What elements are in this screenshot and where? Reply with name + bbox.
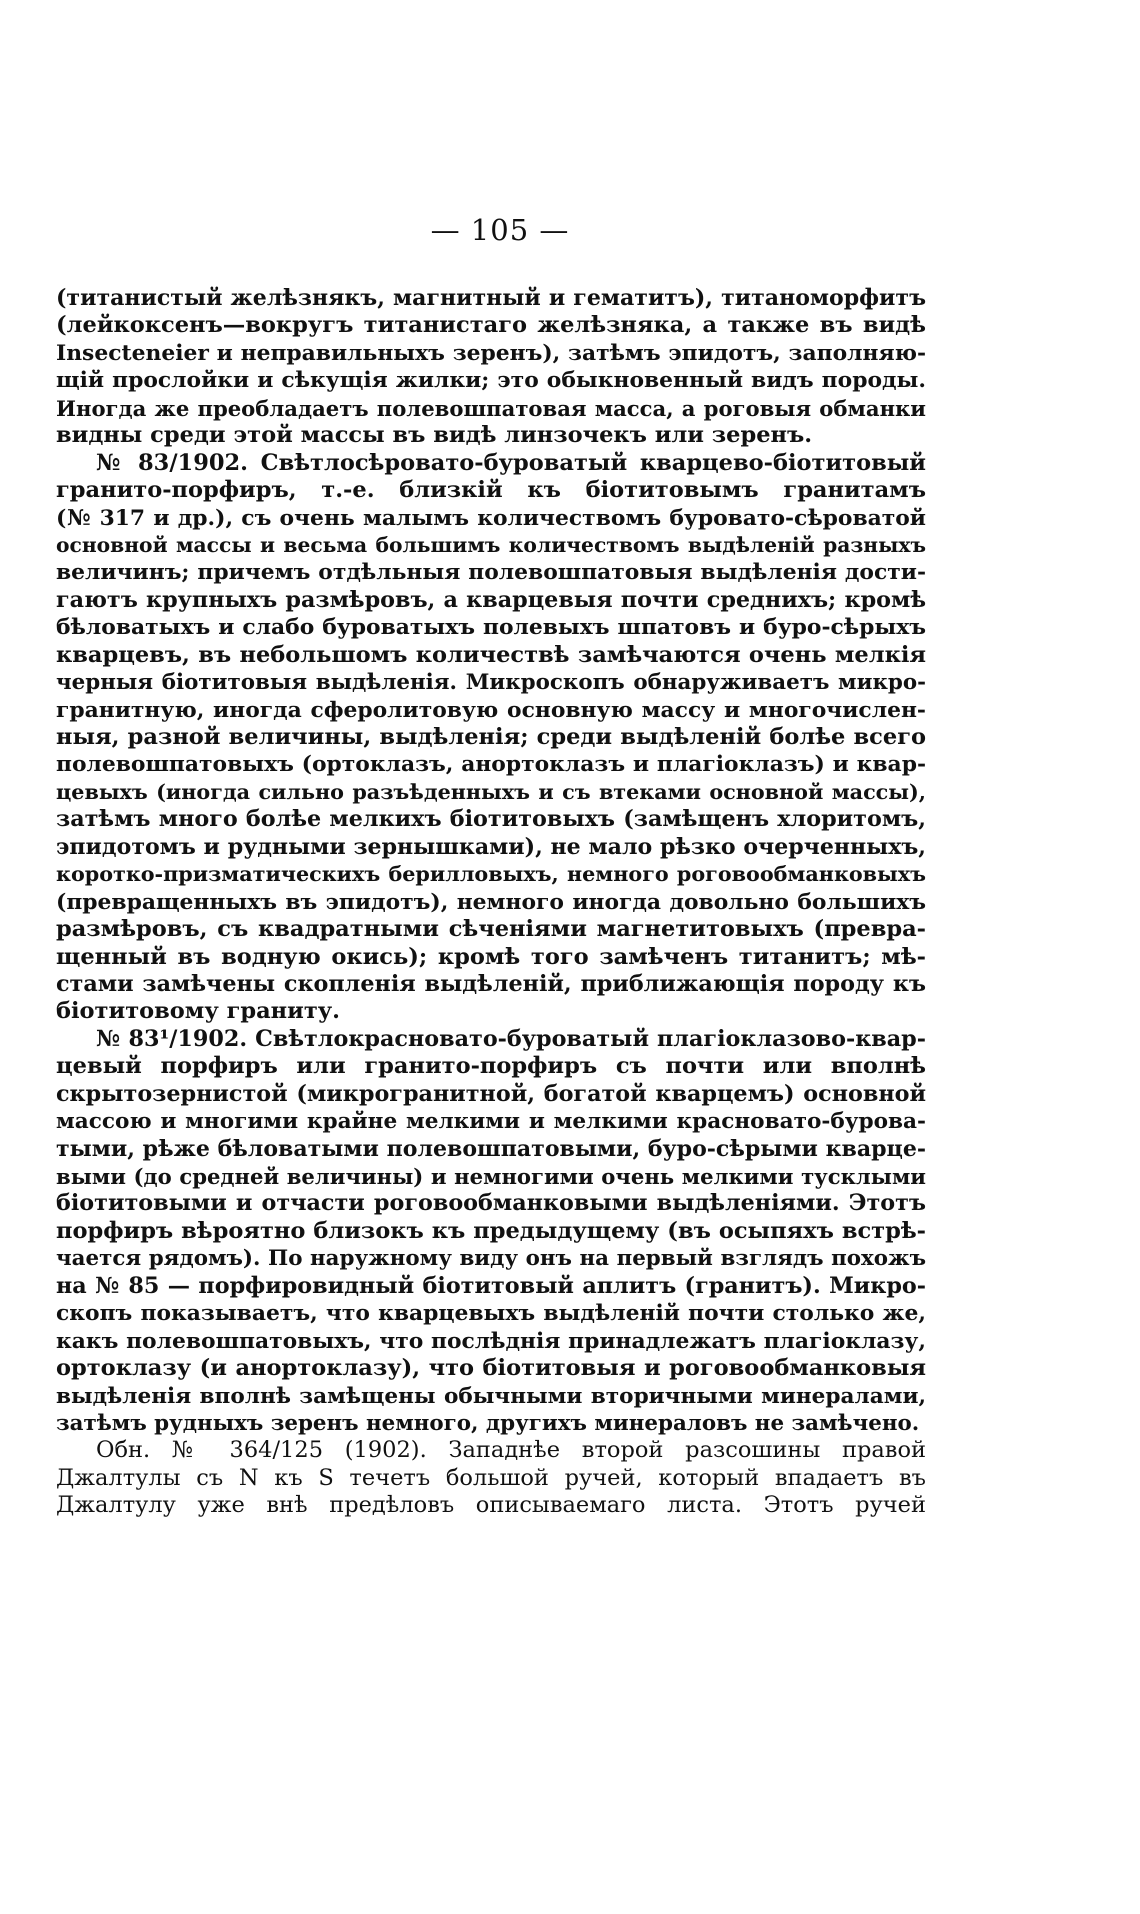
text-line: бѣловатыхъ и слабо буроватыхъ полевыхъ шпатовъ и буро-сѣрыхъ bbox=[56, 615, 926, 641]
text-line: (лейкоксенъ—вокругъ титанистаго желѣзняка, а также въ видѣ bbox=[56, 312, 926, 339]
text-line: щенный въ водную окись); кромѣ того замѣченъ титанитъ; мѣ- bbox=[56, 943, 926, 970]
text-line: затѣмъ рудныхъ зеренъ немного, другихъ минераловъ не замѣчено. bbox=[56, 1410, 920, 1436]
text-line: цевыхъ (иногда сильно разъѣденныхъ и съ втеками основной массы), bbox=[56, 779, 926, 804]
text-line: (превращенныхъ въ эпидотъ), немного иногда довольно большихъ bbox=[56, 889, 926, 915]
text-line: выми (до средней величины) и немногими очень мелкими тусклыми bbox=[56, 1164, 926, 1189]
text-line: № 83/1902. Свѣтлосѣровато-буроватый кварцево-біотитовый bbox=[96, 449, 926, 476]
text-line: Insecteneier и неправильныхъ зеренъ), затѣмъ эпидотъ, заполняю- bbox=[56, 340, 926, 366]
text-line: какъ полевошпатовыхъ, что послѣднія принадлежатъ плагіоклазу, bbox=[56, 1328, 926, 1354]
text-line: тыми, рѣже бѣловатыми полевошпатовыми, буро-сѣрыми кварце- bbox=[56, 1135, 926, 1162]
text-line: затѣмъ много болѣе мелкихъ біотитовыхъ (замѣщенъ хлоритомъ, bbox=[56, 806, 926, 833]
text-line: видны среди этой массы въ видѣ линзочекъ или зеренъ. bbox=[56, 422, 813, 449]
text-line: біотитовыми и отчасти роговообманковыми выдѣленіями. Этотъ bbox=[56, 1190, 926, 1217]
text-line: біотитовому граниту. bbox=[56, 998, 340, 1025]
text-line: ортоклазу (и анортоклазу), что біотитовыя и роговообманковыя bbox=[56, 1355, 926, 1382]
text-line: (титанистый желѣзнякъ, магнитный и гематитъ), титаноморфитъ bbox=[56, 285, 926, 311]
text-line: полевошпатовыхъ (ортоклазъ, анортоклазъ и плагіоклазъ) и квар- bbox=[56, 752, 926, 778]
text-line: размѣровъ, съ квадратными сѣченіями магнетитовыхъ (превра- bbox=[56, 916, 926, 943]
body-text bbox=[56, 285, 926, 1520]
text-line: Джалтулу уже внѣ предѣловъ описываемаго листа. Этотъ ручей bbox=[56, 1492, 926, 1519]
page-number: — 105 — bbox=[430, 213, 570, 247]
text-line: эпидотомъ и рудными зернышками), не мало рѣзко очерченныхъ, bbox=[56, 833, 926, 860]
text-line: выдѣленія вполнѣ замѣщены обычными вторичными минералами, bbox=[56, 1383, 926, 1409]
text-line: гаютъ крупныхъ размѣровъ, а кварцевыя почти среднихъ; кромѣ bbox=[56, 586, 926, 613]
text-line: № 83¹/1902. Свѣтлокрасновато-буроватый плагіоклазово-квар- bbox=[96, 1025, 926, 1052]
text-line: основной массы и весьма большимъ количествомъ выдѣленій разныхъ bbox=[56, 532, 926, 557]
text-line: гранитную, иногда сферолитовую основную массу и многочислен- bbox=[56, 697, 926, 723]
text-line: кварцевъ, въ небольшомъ количествѣ замѣчаются очень мелкія bbox=[56, 641, 926, 668]
text-line: массою и многими крайне мелкими и мелкими красновато-бурова- bbox=[56, 1109, 926, 1135]
text-line: Обн. № 364/125 (1902). Западнѣе второй разсошины правой bbox=[96, 1437, 926, 1464]
text-line: на № 85 — порфировидный біотитовый аплитъ (гранитъ). Микро- bbox=[56, 1272, 926, 1299]
text-line: черныя біотитовыя выдѣленія. Микроскопъ обнаруживаетъ микро- bbox=[56, 670, 926, 696]
text-line: щій прослойки и сѣкущія жилки; это обыкновенный видъ породы. bbox=[56, 368, 926, 394]
text-line: чается рядомъ). По наружному виду онъ на первый взглядъ похожъ bbox=[56, 1246, 926, 1272]
text-line: (№ 317 и др.), съ очень малымъ количествомъ буровато-сѣроватой bbox=[56, 505, 926, 531]
text-line: величинъ; причемъ отдѣльныя полевошпатовыя выдѣленія дости- bbox=[56, 560, 926, 586]
text-line: ныя, разной величины, выдѣленія; среди выдѣленій болѣе всего bbox=[56, 724, 926, 750]
text-line: коротко-призматическихъ берилловыхъ, немного роговообманковыхъ bbox=[56, 862, 926, 887]
text-line: стами замѣчены скопленія выдѣленій, приближающія породу къ bbox=[56, 970, 926, 997]
text-line: Иногда же преобладаетъ полевошпатовая масса, а роговыя обманки bbox=[56, 395, 926, 421]
text-line: гранито-порфиръ, т.-е. близкій къ біотитовымъ гранитамъ bbox=[56, 477, 926, 504]
text-line: Джалтулы съ N къ S течетъ большой ручей, который впадаетъ въ bbox=[56, 1464, 926, 1491]
text-line: цевый порфиръ или гранито-порфиръ съ почти или вполнѣ bbox=[56, 1053, 926, 1080]
text-line: скопъ показываетъ, что кварцевыхъ выдѣленій почти столько же, bbox=[56, 1301, 926, 1327]
text-line: порфиръ вѣроятно близокъ къ предыдущему (въ осыпяхъ встрѣ- bbox=[56, 1217, 926, 1244]
text-line: скрытозернистой (микрогранитной, богатой кварцемъ) основной bbox=[56, 1080, 926, 1107]
